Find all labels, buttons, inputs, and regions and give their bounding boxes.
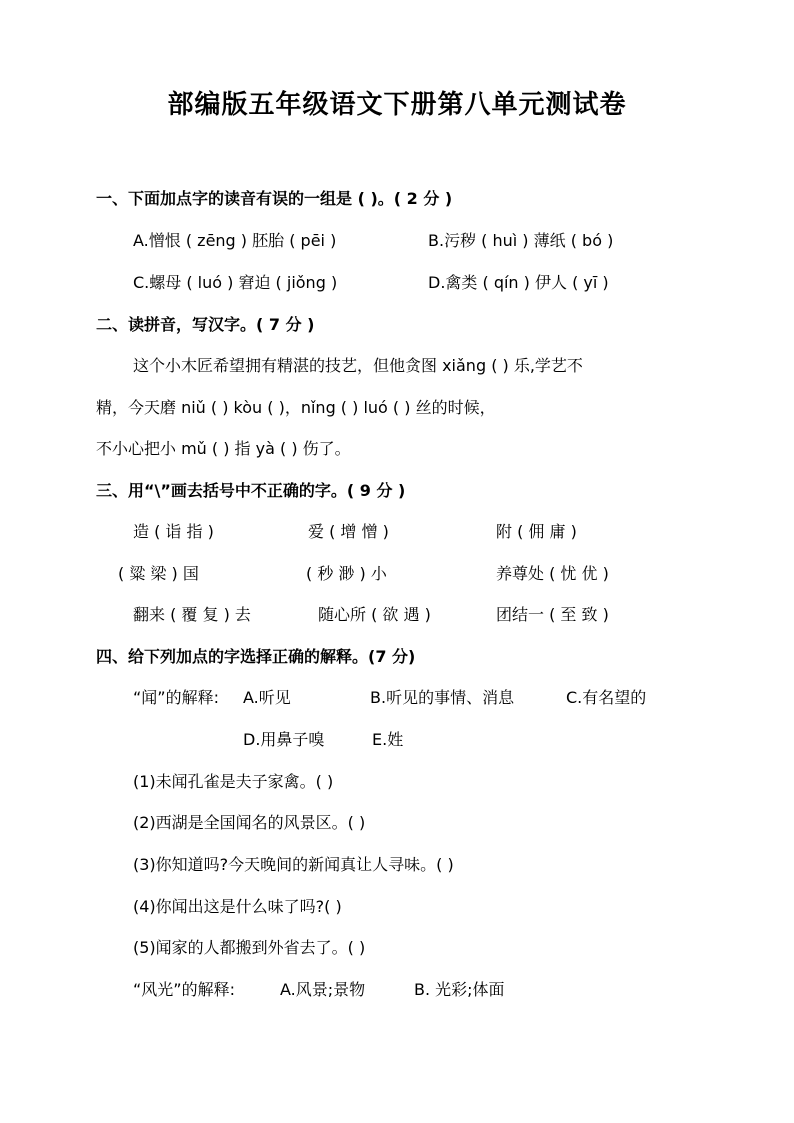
- q3-item: 随心所 ( 欲 遇 ): [318, 605, 431, 624]
- q2-line-1: 这个小木匠希望拥有精湛的技艺，但他贪图 xiǎng ( ) 乐,学艺不: [133, 356, 583, 375]
- q2-heading: 二、读拼音，写汉字。( 7 分 ): [96, 315, 315, 334]
- wen-option-b: B.听见的事情、消息: [370, 688, 515, 707]
- q3-item: 附 ( 佣 庸 ): [496, 522, 577, 541]
- q4-sentence: (3)你知道吗?今天晚间的新闻真让人寻味。( ): [133, 855, 454, 874]
- q3-item: 团结一 ( 至 致 ): [496, 605, 609, 624]
- q1-option-b: B.污秽 ( huì ) 薄纸 ( bó ): [428, 231, 614, 250]
- q1-option-d: D.禽类 ( qín ) 伊人 ( yī ): [428, 273, 609, 292]
- q3-item: ( 粱 梁 ) 国: [118, 564, 199, 583]
- q3-item: ( 秒 渺 ) 小: [306, 564, 387, 583]
- wen-option-c: C.有名望的: [566, 688, 647, 707]
- q1-option-c: C.螺母 ( luó ) 窘迫 ( jiǒng ): [133, 273, 338, 292]
- q3-item: 养尊处 ( 忧 优 ): [496, 564, 609, 583]
- fengguang-option-b: B. 光彩;体面: [414, 980, 505, 999]
- page-title: 部编版五年级语文下册第八单元测试卷: [167, 90, 627, 120]
- q2-line-2: 精，今天磨 niǔ ( ) kòu ( )，nǐng ( ) luó ( ) 丝的时候，: [96, 398, 496, 417]
- q3-item: 爱 ( 增 憎 ): [308, 522, 389, 541]
- q4-sentence: (2)西湖是全国闻名的风景区。( ): [133, 813, 366, 832]
- q4-sentence: (5)闻家的人都搬到外省去了。( ): [133, 938, 366, 957]
- q1-option-ab: A.憎恨 ( zēng ) 胚胎 ( pēi ): [133, 231, 337, 250]
- wen-option-d: D.用鼻子嗅: [243, 730, 325, 749]
- q3-heading: 三、用“\”画去括号中不正确的字。( 9 分 ): [96, 481, 406, 500]
- q3-item: 翻来 ( 覆 复 ) 去: [133, 605, 251, 624]
- q3-item: 造 ( 诣 指 ): [133, 522, 214, 541]
- q2-line-3: 不小心把小 mǔ ( ) 指 yà ( ) 伤了。: [96, 439, 351, 458]
- q4-sentence: (1)未闻孔雀是夫子家禽。( ): [133, 772, 334, 791]
- fengguang-label: “风光”的解释:: [133, 980, 235, 999]
- q1-heading: 一、下面加点字的读音有误的一组是 ( )。( 2 分 ): [96, 189, 453, 208]
- wen-option-e: E.姓: [372, 730, 404, 749]
- q4-sentence: (4)你闻出这是什么味了吗?( ): [133, 897, 342, 916]
- q4-heading: 四、给下列加点的字选择正确的解释。(7 分): [96, 647, 416, 666]
- wen-option-a: A.听见: [243, 688, 291, 707]
- fengguang-option-a: A.风景;景物: [280, 980, 366, 999]
- wen-label: “闻”的解释:: [133, 688, 219, 707]
